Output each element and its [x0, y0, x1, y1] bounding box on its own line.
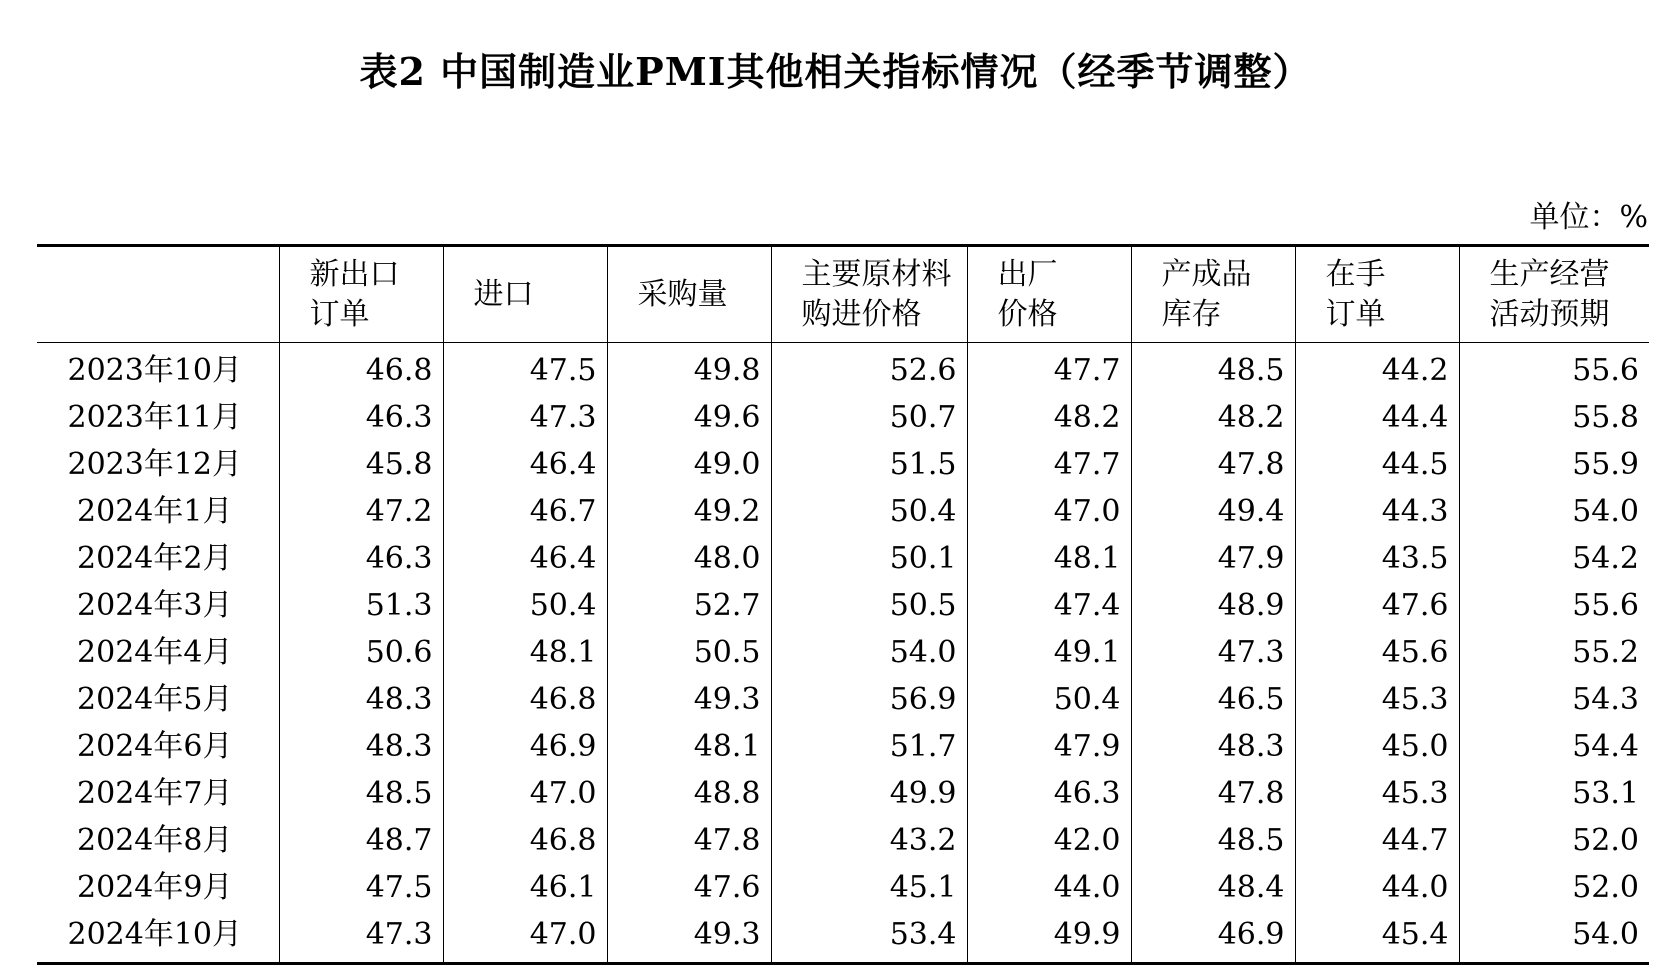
value-cell: 49.2 — [607, 488, 771, 535]
value-cell: 46.3 — [279, 535, 443, 582]
value-cell: 47.6 — [1295, 582, 1459, 629]
unit-label: 单位：% — [1529, 200, 1648, 235]
header-label: 进口 — [473, 276, 534, 312]
month-cell: 2024年10月 — [67, 917, 243, 952]
value-cell: 44.0 — [1295, 864, 1459, 911]
value-cell: 46.4 — [443, 535, 607, 582]
header-cell-input-prices — [771, 246, 967, 343]
month-cell: 2024年8月 — [77, 823, 233, 858]
value-cell: 47.7 — [967, 343, 1131, 395]
header-cell-imports — [443, 246, 607, 343]
value-cell: 43.5 — [1295, 535, 1459, 582]
value-cell: 45.0 — [1295, 723, 1459, 770]
value-cell: 48.3 — [1131, 723, 1295, 770]
value-cell: 44.4 — [1295, 394, 1459, 441]
month-cell: 2024年1月 — [77, 494, 233, 529]
value-cell: 50.5 — [771, 582, 967, 629]
value-cell: 50.5 — [607, 629, 771, 676]
value-cell: 46.9 — [1131, 911, 1295, 964]
value-cell: 47.3 — [279, 911, 443, 964]
value-cell: 47.3 — [1131, 629, 1295, 676]
value-cell: 47.5 — [443, 343, 607, 395]
value-cell: 43.2 — [771, 817, 967, 864]
value-cell: 46.4 — [443, 441, 607, 488]
value-cell: 50.7 — [771, 394, 967, 441]
header-label: 主要原材料 购进价格 — [801, 256, 952, 332]
value-cell: 54.0 — [1459, 911, 1649, 964]
value-cell: 47.5 — [279, 864, 443, 911]
month-cell: 2024年4月 — [77, 635, 233, 670]
value-cell: 45.4 — [1295, 911, 1459, 964]
value-cell: 48.5 — [1131, 817, 1295, 864]
value-cell: 55.6 — [1459, 582, 1649, 629]
value-cell: 48.7 — [279, 817, 443, 864]
value-cell: 53.1 — [1459, 770, 1649, 817]
value-cell: 46.7 — [443, 488, 607, 535]
value-cell: 48.2 — [967, 394, 1131, 441]
value-cell: 47.0 — [443, 770, 607, 817]
table-row — [37, 864, 1649, 911]
table-row — [37, 535, 1649, 582]
value-cell: 48.5 — [1131, 343, 1295, 395]
table-row — [37, 770, 1649, 817]
value-cell: 44.3 — [1295, 488, 1459, 535]
value-cell: 49.0 — [607, 441, 771, 488]
value-cell: 46.8 — [443, 817, 607, 864]
header-label: 采购量 — [637, 276, 728, 312]
table-row — [37, 911, 1649, 964]
header-label: 新出口 订单 — [309, 256, 400, 332]
value-cell: 46.9 — [443, 723, 607, 770]
value-cell: 47.8 — [1131, 770, 1295, 817]
month-cell: 2024年6月 — [77, 729, 233, 764]
value-cell: 42.0 — [967, 817, 1131, 864]
month-cell: 2024年5月 — [77, 682, 233, 717]
value-cell: 50.1 — [771, 535, 967, 582]
month-cell: 2024年7月 — [77, 776, 233, 811]
table-row — [37, 723, 1649, 770]
value-cell: 49.1 — [967, 629, 1131, 676]
value-cell: 51.5 — [771, 441, 967, 488]
value-cell: 48.8 — [607, 770, 771, 817]
header-cell-month — [37, 246, 279, 343]
value-cell: 45.3 — [1295, 770, 1459, 817]
value-cell: 44.5 — [1295, 441, 1459, 488]
pmi-table — [37, 244, 1649, 965]
value-cell: 55.6 — [1459, 343, 1649, 395]
value-cell: 44.7 — [1295, 817, 1459, 864]
value-cell: 51.7 — [771, 723, 967, 770]
value-cell: 55.2 — [1459, 629, 1649, 676]
table-row — [37, 343, 1649, 395]
table-title: 表2 中国制造业PMI其他相关指标情况（经季节调整） — [359, 49, 1312, 94]
header-cell-finished-goods-inventory — [1131, 246, 1295, 343]
value-cell: 44.2 — [1295, 343, 1459, 395]
header-row — [37, 246, 1649, 343]
value-cell: 47.0 — [967, 488, 1131, 535]
value-cell: 46.3 — [967, 770, 1131, 817]
value-cell: 49.4 — [1131, 488, 1295, 535]
value-cell: 45.8 — [279, 441, 443, 488]
month-cell: 2024年9月 — [77, 870, 233, 905]
table-row — [37, 488, 1649, 535]
value-cell: 47.9 — [967, 723, 1131, 770]
value-cell: 45.3 — [1295, 676, 1459, 723]
value-cell: 47.0 — [443, 911, 607, 964]
value-cell: 50.4 — [443, 582, 607, 629]
month-cell: 2024年2月 — [77, 541, 233, 576]
value-cell: 49.9 — [771, 770, 967, 817]
value-cell: 50.4 — [771, 488, 967, 535]
value-cell: 54.0 — [1459, 488, 1649, 535]
value-cell: 48.9 — [1131, 582, 1295, 629]
value-cell: 47.4 — [967, 582, 1131, 629]
header-label: 产成品 库存 — [1161, 256, 1252, 332]
value-cell: 50.6 — [279, 629, 443, 676]
value-cell: 54.2 — [1459, 535, 1649, 582]
table-row — [37, 629, 1649, 676]
value-cell: 49.3 — [607, 676, 771, 723]
value-cell: 54.0 — [771, 629, 967, 676]
value-cell: 47.2 — [279, 488, 443, 535]
value-cell: 48.2 — [1131, 394, 1295, 441]
value-cell: 45.1 — [771, 864, 967, 911]
value-cell: 55.8 — [1459, 394, 1649, 441]
month-cell: 2023年11月 — [67, 400, 243, 435]
table-row — [37, 394, 1649, 441]
value-cell: 48.1 — [967, 535, 1131, 582]
value-cell: 50.4 — [967, 676, 1131, 723]
table-row — [37, 441, 1649, 488]
month-cell: 2023年10月 — [67, 353, 243, 388]
value-cell: 48.4 — [1131, 864, 1295, 911]
table-row — [37, 817, 1649, 864]
value-cell: 47.8 — [607, 817, 771, 864]
value-cell: 49.8 — [607, 343, 771, 395]
value-cell: 46.8 — [279, 343, 443, 395]
value-cell: 54.3 — [1459, 676, 1649, 723]
value-cell: 52.0 — [1459, 864, 1649, 911]
value-cell: 49.3 — [607, 911, 771, 964]
value-cell: 44.0 — [967, 864, 1131, 911]
header-cell-backlog-orders — [1295, 246, 1459, 343]
value-cell: 51.3 — [279, 582, 443, 629]
value-cell: 47.9 — [1131, 535, 1295, 582]
value-cell: 48.3 — [279, 723, 443, 770]
value-cell: 47.6 — [607, 864, 771, 911]
header-label: 生产经营 活动预期 — [1489, 256, 1610, 332]
value-cell: 46.1 — [443, 864, 607, 911]
value-cell: 52.7 — [607, 582, 771, 629]
value-cell: 46.8 — [443, 676, 607, 723]
value-cell: 47.3 — [443, 394, 607, 441]
value-cell: 48.1 — [443, 629, 607, 676]
value-cell: 46.5 — [1131, 676, 1295, 723]
table-row — [37, 676, 1649, 723]
header-cell-new-export-orders — [279, 246, 443, 343]
table-body — [37, 343, 1649, 964]
value-cell: 54.4 — [1459, 723, 1649, 770]
value-cell: 55.9 — [1459, 441, 1649, 488]
month-cell: 2024年3月 — [77, 588, 233, 623]
value-cell: 52.0 — [1459, 817, 1649, 864]
value-cell: 49.9 — [967, 911, 1131, 964]
month-cell: 2023年12月 — [67, 447, 243, 482]
value-cell: 48.3 — [279, 676, 443, 723]
header-cell-business-expectations — [1459, 246, 1649, 343]
value-cell: 48.0 — [607, 535, 771, 582]
header-cell-output-prices — [967, 246, 1131, 343]
value-cell: 52.6 — [771, 343, 967, 395]
value-cell: 53.4 — [771, 911, 967, 964]
value-cell: 45.6 — [1295, 629, 1459, 676]
value-cell: 49.6 — [607, 394, 771, 441]
value-cell: 48.1 — [607, 723, 771, 770]
header-label: 出厂 价格 — [997, 256, 1058, 332]
value-cell: 48.5 — [279, 770, 443, 817]
header-label: 在手 订单 — [1325, 256, 1386, 332]
table-row — [37, 582, 1649, 629]
value-cell: 46.3 — [279, 394, 443, 441]
header-cell-purchase-quantity — [607, 246, 771, 343]
value-cell: 56.9 — [771, 676, 967, 723]
value-cell: 47.8 — [1131, 441, 1295, 488]
value-cell: 47.7 — [967, 441, 1131, 488]
